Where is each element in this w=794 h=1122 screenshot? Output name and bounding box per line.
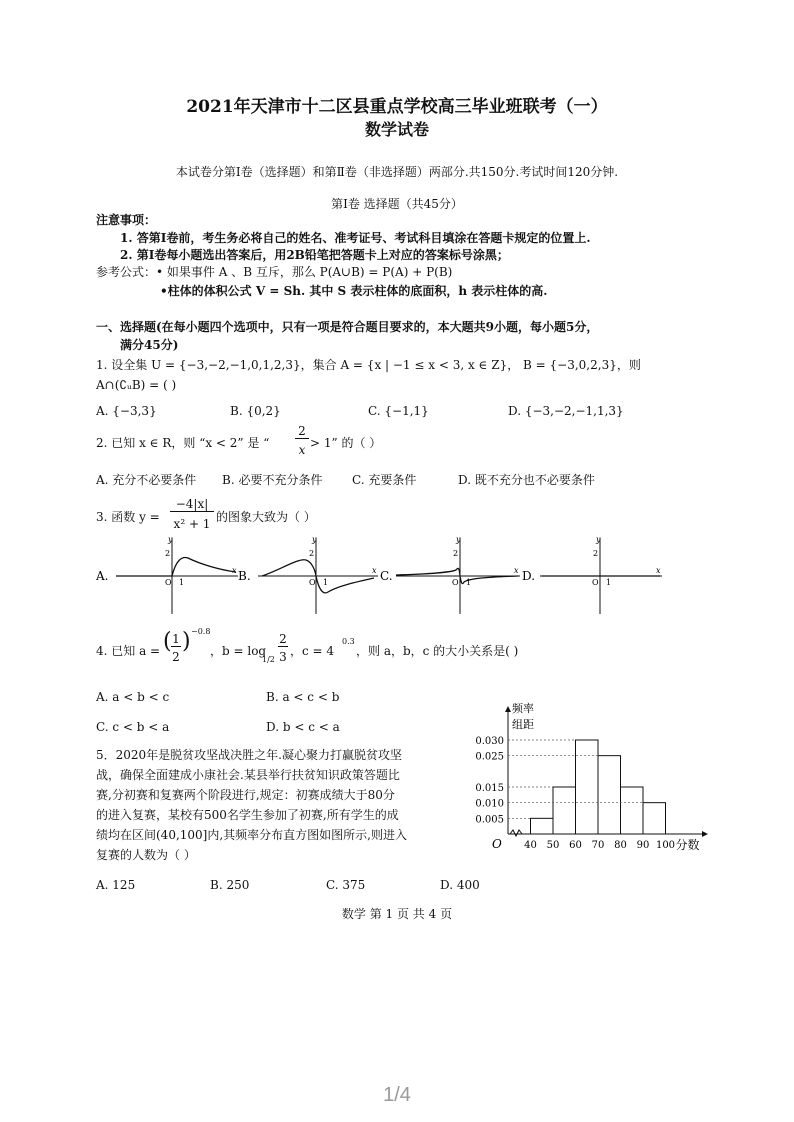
- q3-label-b: B.: [238, 569, 251, 583]
- histogram-y-tick-label: 0.010: [475, 798, 504, 810]
- q3-c-origin: O: [452, 578, 459, 587]
- part-one-heading-cont: 满分45分): [120, 338, 179, 352]
- q4-c-exponent: 0.3: [342, 637, 355, 646]
- q2-option-d: D. 既不充分也不必要条件: [458, 473, 595, 487]
- q1-option-b: B. {0,2}: [230, 404, 281, 418]
- exam-subtitle: 数学试卷: [364, 120, 429, 139]
- q3-a-curve: [116, 558, 236, 576]
- q5-histogram: [462, 700, 712, 860]
- histogram-x-tick-label: 70: [591, 840, 605, 851]
- histogram-bar: [531, 818, 554, 834]
- exam-intro: 本试卷分第Ⅰ卷（选择题）和第Ⅱ卷（非选择题）两部分.共150分.考试时间120分钟.: [175, 165, 619, 179]
- part-one-heading: 一、选择题(在每小题四个选项中，只有一项是符合题目要求的，本大题共9小题，每小题5分，: [96, 320, 599, 334]
- histogram-y-tick-label: 0.025: [475, 751, 504, 763]
- q4-option-c: C. c < b < a: [96, 720, 170, 734]
- q4-c-label: ，c = 4: [290, 644, 335, 658]
- histogram-x-tick-label: 100: [655, 840, 676, 851]
- notes-item-1: 1. 答第Ⅰ卷前，考生务必将自己的姓名、准考证号、考试科目填涂在答题卡规定的位置上.: [120, 231, 591, 245]
- q4-option-d: D. b < c < a: [266, 720, 340, 734]
- q1-stem-cont: A∩(∁ᵤB) = ( ): [96, 378, 177, 392]
- q3-c-tick-2: 2: [453, 549, 459, 558]
- q4-paren-open: (: [163, 629, 172, 654]
- section-title: 第Ⅰ卷 选择题（共45分）: [331, 197, 463, 211]
- q3-a-tick-1: 1: [179, 578, 185, 587]
- q3-frac-num: −4|x|: [170, 497, 214, 512]
- q4-stem-tail: ，则 a，b，c 的大小关系是( ): [356, 644, 519, 658]
- q5-stem-line-5: 绩均在区间(40,100]内,其频率分布直方图如图所示,则进入: [96, 828, 407, 842]
- histogram-x-tick-label: 80: [614, 840, 627, 851]
- histogram-origin: O: [492, 837, 502, 851]
- histogram-y-tick-label: 0.030: [475, 736, 504, 747]
- q1-option-d: D. {−3,−2,−1,1,3}: [508, 404, 624, 418]
- histogram-bar: [621, 787, 644, 834]
- q2-stem-a: 2. 已知 x ∈ R，则 “x < 2” 是 “: [96, 436, 270, 450]
- q4-b-den: 3: [279, 650, 287, 664]
- q2-option-a: A. 充分不必要条件: [96, 473, 197, 487]
- q5-option-a: A. 125: [96, 878, 136, 892]
- reference-label: 参考公式：: [96, 265, 157, 279]
- q2-option-b: B. 必要不充分条件: [222, 473, 323, 487]
- q2-frac-num: 2: [295, 424, 309, 439]
- q3-b-origin: O: [309, 578, 316, 587]
- histogram-x-tick-label: 50: [546, 840, 560, 851]
- q3-stem-b: 的图象大致为（ ）: [216, 510, 316, 524]
- q5-option-d: D. 400: [440, 878, 480, 892]
- histogram-x-tick-label: 60: [569, 840, 582, 851]
- histogram-ylabel-top: 频率: [512, 702, 534, 715]
- q4-a-exponent: −0.8: [191, 627, 211, 636]
- q1-stem: 1. 设全集 U = {−3,−2,−1,0,1,2,3}，集合 A = {x | −1 ≤ x < 3, x ∈ Z}， B = {−3,0,2,3}，则: [96, 358, 641, 372]
- q3-graph-options: [0, 530, 794, 620]
- q3-a-y-label: y: [168, 535, 173, 544]
- histogram-x-tick-label: 90: [636, 840, 650, 851]
- q3-stem-a: 3. 函数 y =: [96, 510, 160, 524]
- q3-b-tick-2: 2: [309, 549, 315, 558]
- q5-stem-line-1: 5．2020年是脱贫攻坚战决胜之年.凝心聚力打赢脱贫攻坚: [96, 748, 402, 762]
- q3-d-x-label: x: [656, 566, 661, 575]
- q3-a-tick-2: 2: [165, 549, 171, 558]
- viewer-page-indicator: 1/4: [383, 1084, 411, 1106]
- q5-stem-line-6: 复赛的人数为（ ）: [96, 848, 196, 862]
- q5-stem-line-2: 战，确保全面建成小康社会.某县举行扶贫知识政策答题比: [96, 768, 400, 782]
- q4-a-label: 4. 已知 a =: [96, 644, 161, 658]
- q4-log-base: 1/2: [262, 655, 275, 664]
- q2-option-c: C. 充要条件: [352, 473, 417, 487]
- q3-b-x-label: x: [372, 566, 377, 575]
- q2-frac-den: x: [298, 443, 306, 457]
- q1-option-c: C. {−1,1}: [368, 404, 429, 418]
- notes-heading: 注意事项：: [96, 213, 157, 227]
- histogram-y-tick-label: 0.015: [475, 783, 504, 794]
- q4-paren-close: ): [182, 629, 191, 654]
- exam-title: 2021年天津市十二区县重点学校高三毕业班联考（一）: [186, 97, 608, 117]
- histogram-x-arrow: [702, 831, 708, 837]
- histogram-y-arrow: [505, 706, 511, 712]
- q4-half-den: 2: [172, 650, 180, 664]
- histogram-y-tick-label: 0.005: [475, 814, 504, 826]
- q5-option-b: B. 250: [210, 878, 250, 892]
- q3-c-tick-1: 1: [466, 578, 472, 587]
- q3-c-y-label: y: [456, 535, 461, 544]
- histogram-axis-break: [510, 830, 522, 836]
- q4-option-a: A. a < b < c: [96, 690, 170, 704]
- histogram-bar: [553, 787, 576, 834]
- q4-half-num: 1: [172, 632, 180, 646]
- q4-option-b: B. a < c < b: [266, 690, 340, 704]
- notes-item-2: 2. 第Ⅰ卷每小题选出答案后，用2B铅笔把答题卡上对应的答案标号涂黑；: [120, 248, 509, 262]
- q4-b-label: ，b = log: [210, 644, 267, 658]
- histogram-xlabel: 分数: [675, 838, 700, 852]
- q3-a-origin: O: [165, 578, 172, 587]
- q5-stem-line-3: 赛,分初赛和复赛两个阶段进行,规定：初赛成绩大于80分: [96, 788, 395, 802]
- q3-b-y-label: y: [312, 535, 317, 544]
- q5-option-c: C. 375: [326, 878, 366, 892]
- q3-label-d: D.: [522, 569, 536, 583]
- q3-d-tick-1: 1: [606, 578, 612, 587]
- q1-option-a: A. {−3,3}: [96, 404, 157, 418]
- page-footer: 数学 第 1 页 共 4 页: [341, 907, 453, 921]
- q5-stem-line-4: 的进入复赛，某校有500名学生参加了初赛,所有学生的成: [96, 808, 399, 822]
- q3-frac-den: x² + 1: [173, 517, 211, 531]
- q3-label-c: C.: [380, 569, 393, 583]
- histogram-x-tick-label: 40: [524, 840, 537, 851]
- q3-a-x-label: x: [232, 566, 237, 575]
- histogram-bar: [598, 756, 621, 834]
- q2-stem-b: > 1” 的（ ）: [310, 436, 382, 450]
- q3-b-tick-1: 1: [323, 578, 329, 587]
- histogram-bar: [576, 740, 599, 834]
- q3-d-tick-2: 2: [593, 549, 599, 558]
- reference-formula-2: •柱体的体积公式 V = Sh. 其中 S 表示柱体的底面积，h 表示柱体的高.: [160, 284, 548, 298]
- histogram-ylabel-bottom: 组距: [512, 718, 534, 731]
- q3-d-y-label: y: [596, 535, 601, 544]
- q3-label-a: A.: [96, 569, 109, 583]
- q3-c-x-label: x: [514, 566, 519, 575]
- histogram-bar: [643, 803, 666, 834]
- reference-formula-1: • 如果事件 A 、B 互斥，那么 P(A∪B) = P(A) + P(B): [156, 265, 453, 279]
- q3-d-origin: O: [592, 578, 599, 587]
- q4-b-num: 2: [279, 632, 287, 646]
